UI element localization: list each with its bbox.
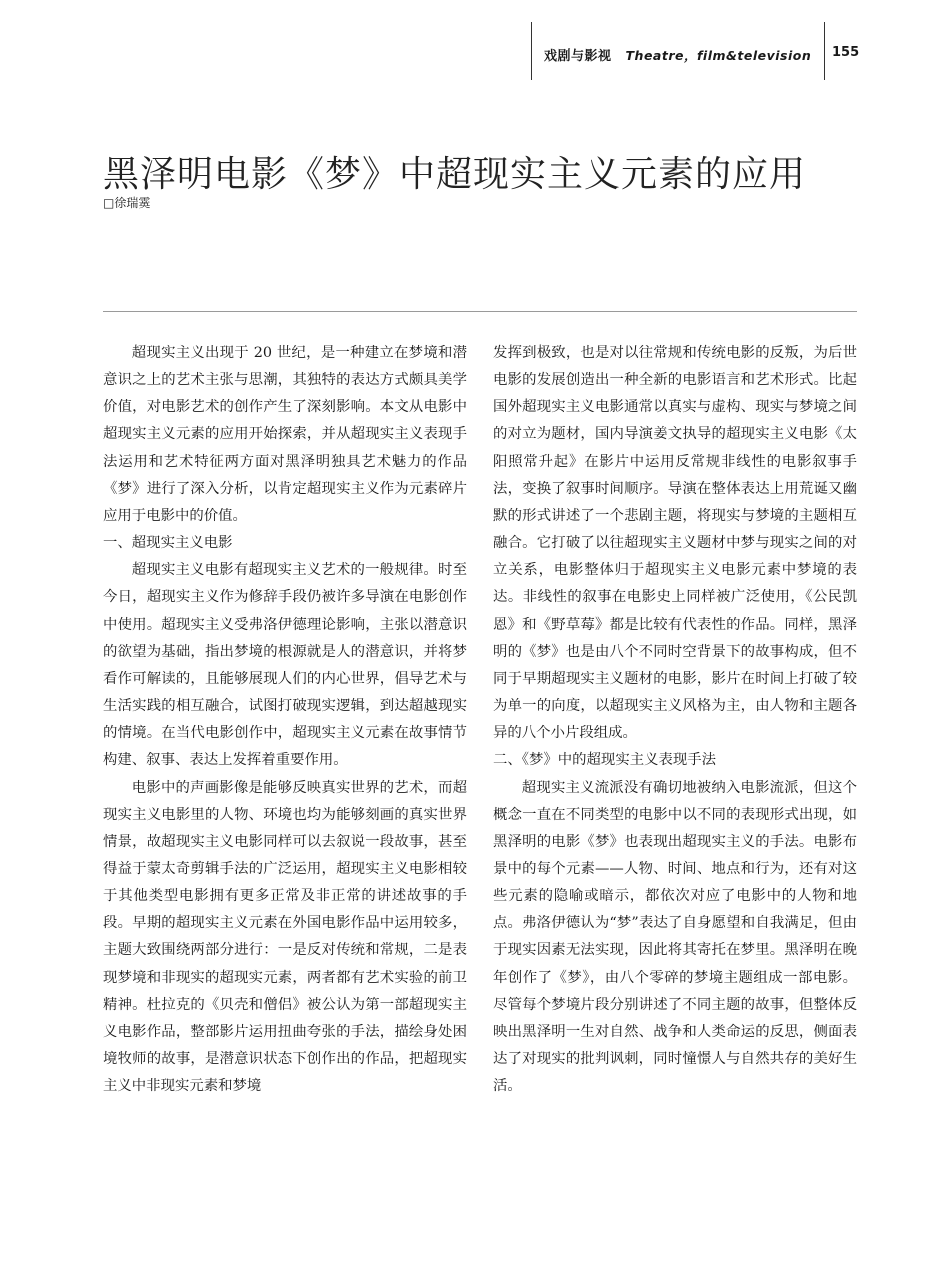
title-divider: [103, 311, 857, 312]
section-heading-1: 一、超现实主义电影: [103, 535, 233, 552]
author-byline: □徐瑞霙: [103, 196, 151, 210]
page-number: 155: [832, 45, 860, 60]
abstract-paragraph: 超现实主义出现于 20 世纪，是一种建立在梦境和潜意识之上的艺术主张与思潮，其独特的表达方式颇具美学价值，对电影艺术的创作产生了深刻影响。本文从电影中超现实主义元素的应用开始探索，并从超现实主义表现手法运用和艺术特征两方面对黑泽明独具艺术魅力的作品《梦》进行了深入分析，以肯定超现实主义作为元素碎片应用于电影中的价值。: [103, 345, 467, 524]
header-divider-left: [531, 22, 532, 80]
section-header: [544, 45, 811, 64]
article-title: 黑泽明电影《梦》中超现实主义元素的应用: [103, 154, 807, 196]
header-divider-right: [824, 22, 825, 80]
body-paragraph: 超现实主义电影有超现实主义艺术的一般规律。时至今日，超现实主义作为修辞手段仍被许多导演在电影创作中使用。超现实主义受弗洛伊德理论影响，主张以潜意识的欲望为基础，指出梦境的根源就是人的潜意识，并将梦看作可解读的，且能够展现人们的内心世界，倡导艺术与生活实践的相互融合，试图打破现实逻辑，到达超越现实的情境。在当代电影创作中，超现实主义元素在故事情节构建、叙事、表达上发挥着重要作用。: [103, 562, 467, 769]
section-title-cn: 戏剧与影视: [544, 49, 612, 64]
right-column: [493, 340, 857, 1100]
left-column: [103, 340, 467, 1100]
section-title-en: Theatre，film&television: [625, 48, 812, 63]
body-paragraph-continued: 发挥到极致，也是对以往常规和传统电影的反叛，为后世电影的发展创造出一种全新的电影语言和艺术形式。比起国外超现实主义电影通常以真实与虚构、现实与梦境之间的对立为题材，国内导演姜文执导的超现实主义电影《太阳照常升起》在影片中运用反常规非线性的电影叙事手法，变换了叙事时间顺序。导演在整体表达上用荒诞又幽默的形式讲述了一个悲剧主题，将现实与梦境的主题相互融合。它打破了以往超现实主义题材中梦与现实之间的对立关系，电影整体归于超现实主义电影元素中梦境的表达。非线性的叙事在电影史上同样被广泛使用，《公民凯恩》和《野草莓》都是比较有代表性的作品。同样，黑泽明的《梦》也是由八个不同时空背景下的故事构成，但不同于早期超现实主义题材的电影，影片在时间上打破了较为单一的向度，以超现实主义风格为主，由人物和主题各异的八个小片段组成。: [493, 345, 857, 742]
body-paragraph: 超现实主义流派没有确切地被纳入电影流派，但这个概念一直在不同类型的电影中以不同的表现形式出现，如黑泽明的电影《梦》也表现出超现实主义的手法。电影布景中的每个元素——人物、时间、地点和行为，还有对这些元素的隐喻或暗示，都依次对应了电影中的人物和地点。弗洛伊德认为“梦”表达了自身愿望和自我满足，但由于现实因素无法实现，因此将其寄托在梦里。黑泽明在晚年创作了《梦》，由八个零碎的梦境主题组成一部电影。尽管每个梦境片段分别讲述了不同主题的故事，但整体反映出黑泽明一生对自然、战争和人类命运的反思，侧面表达了对现实的批判讽刺，同时憧憬人与自然共存的美好生活。: [493, 779, 857, 1095]
body-paragraph: 电影中的声画影像是能够反映真实世界的艺术，而超现实主义电影里的人物、环境也均为能够刻画的真实世界情景，故超现实主义电影同样可以去叙说一段故事，甚至得益于蒙太奇剪辑手法的广泛运用，超现实主义电影相较于其他类型电影拥有更多正常及非正常的讲述故事的手段。早期的超现实主义元素在外国电影作品中运用较多，主题大致围绕两部分进行：一是反对传统和常规，二是表现梦境和非现实的超现实元素，两者都有艺术实验的前卫精神。杜拉克的《贝壳和僧侣》被公认为第一部超现实主义电影作品，整部影片运用扭曲夸张的手法，描绘身处困境牧师的故事，是潜意识状态下创作出的作品，把超现实主义中非现实元素和梦境: [103, 779, 467, 1095]
section-heading-2: 二、《梦》中的超现实主义表现手法: [493, 752, 717, 769]
